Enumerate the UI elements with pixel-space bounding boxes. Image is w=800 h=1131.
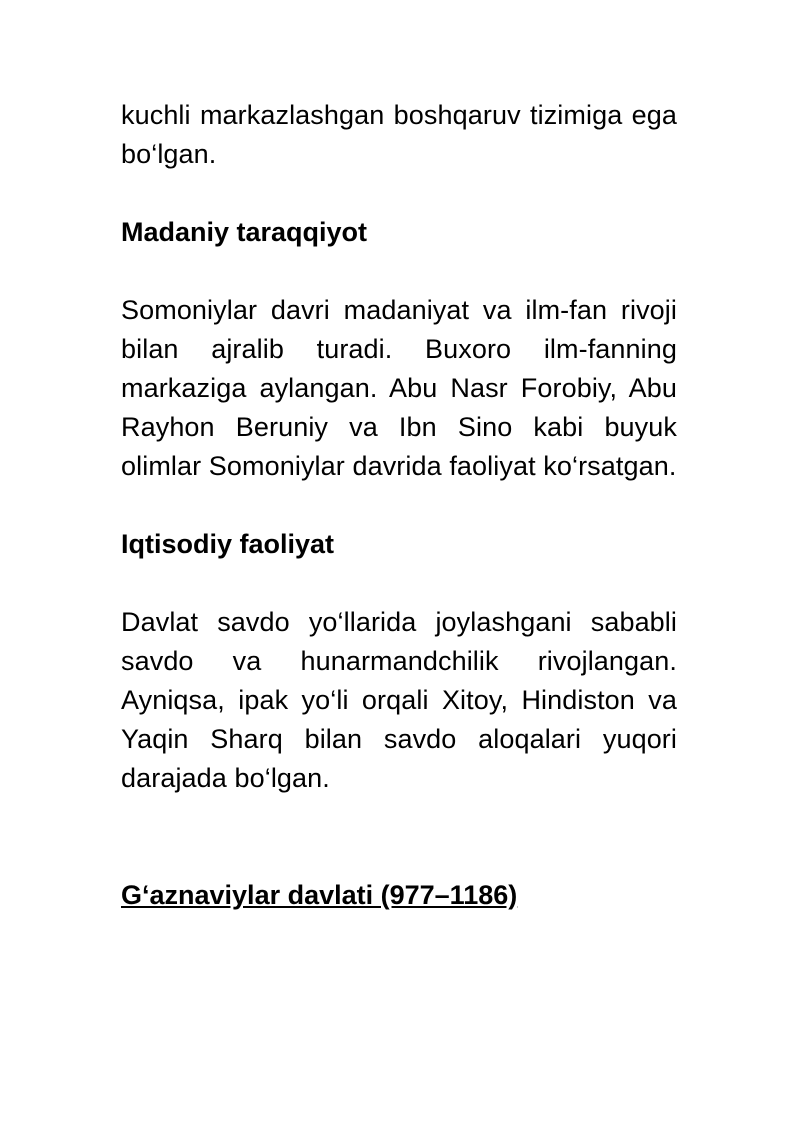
section-title: G‘aznaviylar davlati (977–1186) (121, 880, 518, 910)
spacer (121, 174, 677, 213)
paragraph-continuation: kuchli markazlashgan boshqaruv tizimiga ega bo‘lgan. (121, 100, 677, 169)
spacer (121, 798, 677, 876)
spacer (121, 252, 677, 291)
heading-economy: Iqtisodiy faoliyat (121, 529, 335, 559)
spacer (121, 486, 677, 525)
paragraph-culture: Somoniylar davri madaniyat va ilm-fan rivoji bilan ajralib turadi. Buxoro ilm-fanning markaziga aylangan. Abu Nasr Forobiy, Abu Rayhon Beruniy va Ibn Sino kabi buyuk olimlar Somoniylar davrida faoliyat ko‘rsatgan. (121, 295, 677, 481)
heading-culture: Madaniy taraqqiyot (121, 217, 368, 247)
spacer (121, 564, 677, 603)
paragraph-economy: Davlat savdo yo‘llarida joylashgani sababli savdo va hunarmandchilik rivojlangan. Ayniqsa, ipak yo‘li orqali Xitoy, Hindiston va Yaqin Sharq bilan savdo aloqalari yuqori darajada bo‘lgan. (121, 607, 677, 793)
document-page (121, 96, 677, 915)
